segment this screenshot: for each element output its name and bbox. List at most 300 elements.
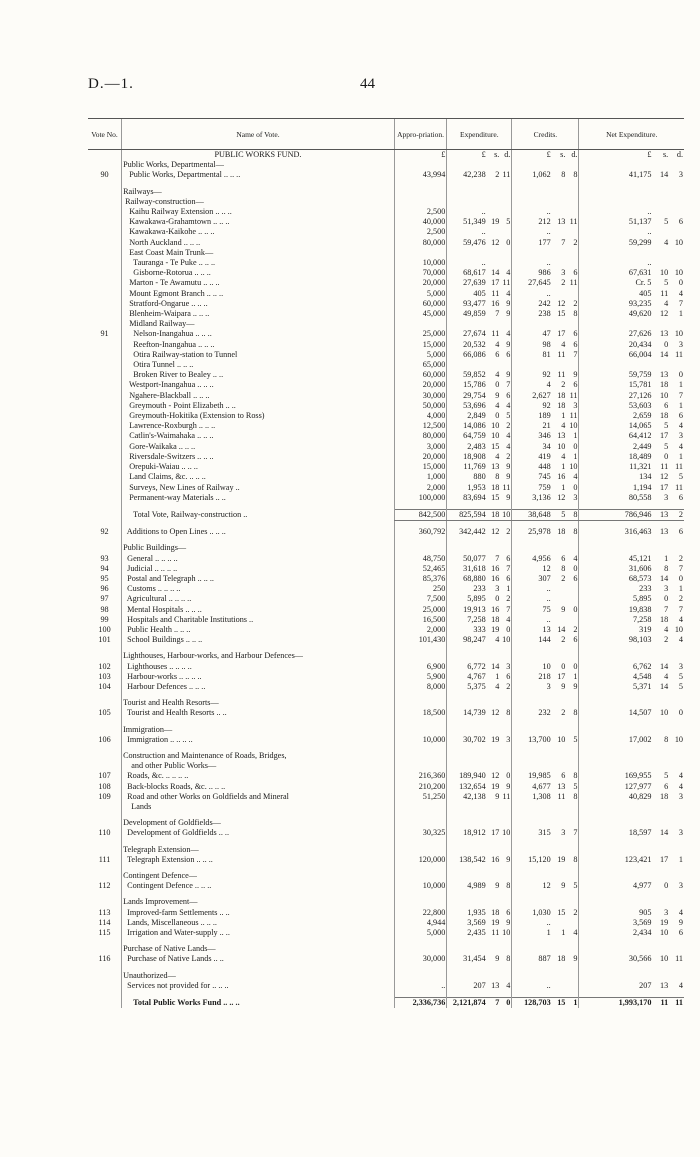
vote-name: Permanent-way Materials .. .. — [122, 493, 395, 503]
expenditure-pence: 4 — [500, 401, 512, 411]
credits-shillings: 14 — [557, 624, 566, 634]
net-pence: 4 — [678, 421, 683, 431]
vote-no — [88, 391, 122, 401]
credits-pounds: 34 — [542, 441, 551, 451]
expenditure-pence: 9 — [500, 370, 512, 380]
appropriation — [394, 802, 446, 812]
expenditure-pence — [500, 207, 512, 217]
net-pounds: 80,558 — [628, 492, 652, 502]
expenditure-pounds: 18,908 — [463, 451, 486, 461]
vote-no — [88, 350, 122, 360]
net-shillings: 17 — [660, 431, 669, 441]
vote-name: Road and other Works on Goldfields and Mineral — [122, 792, 395, 802]
net-pounds: 40,829 — [628, 791, 652, 801]
credits-pounds — [512, 751, 552, 761]
expenditure-pounds: 233 — [473, 584, 486, 594]
expenditure-shillings: 14 — [491, 661, 500, 671]
expenditure-pounds — [447, 845, 487, 855]
expenditure-pounds: 49,859 — [463, 309, 486, 319]
net-pounds: 7,258 — [632, 614, 652, 624]
net-shillings — [652, 197, 669, 207]
expenditure-shillings: 9 — [495, 390, 500, 400]
table-row — [88, 278, 684, 288]
table-row — [88, 828, 684, 838]
credits-shillings — [552, 981, 567, 991]
table-row — [88, 329, 684, 339]
expenditure-shillings: 16 — [491, 563, 500, 573]
expenditure-pounds — [447, 543, 487, 553]
expenditure-shillings — [487, 725, 501, 735]
table-row — [88, 725, 684, 735]
credits-pence — [566, 651, 579, 661]
net-pounds: 18,597 — [628, 828, 652, 838]
vote-name: Greymouth-Hokitika (Extension to Ross) — [122, 411, 395, 421]
credits-pounds: 128,703 — [512, 998, 552, 1009]
credits-shillings: 7 — [561, 237, 566, 247]
credits-shillings — [552, 871, 567, 881]
expenditure-shillings: 11 — [491, 928, 500, 938]
vote-no: 112 — [98, 881, 111, 891]
net-pounds: 59,759 — [628, 370, 652, 380]
appropriation: 40,000 — [394, 217, 446, 227]
appropriation: 80,000 — [394, 238, 446, 248]
vote-no — [88, 483, 122, 493]
appropriation: 2,500 — [394, 207, 446, 217]
net-shillings: 0 — [664, 881, 669, 891]
table-row — [88, 340, 684, 350]
net-shillings — [652, 802, 669, 812]
credits-shillings: 2 — [561, 635, 566, 645]
table-row — [88, 802, 684, 812]
expenditure-pounds: 2,121,874 — [447, 998, 487, 1009]
appropriation: 1,000 — [394, 472, 446, 482]
net-pence: 4 — [678, 781, 683, 791]
expenditure-shillings — [487, 944, 501, 954]
table-row — [88, 564, 684, 574]
expenditure-pounds: .. — [481, 258, 486, 268]
vote-name: Back-blocks Roads, &c. .. .. .. — [122, 782, 395, 792]
expenditure-pence — [500, 818, 512, 828]
appropriation: 7,500 — [394, 594, 446, 604]
appropriation — [394, 248, 446, 258]
vote-no: 104 — [98, 681, 111, 691]
credits-shillings: 2 — [561, 278, 566, 288]
expenditure-shillings: 3 — [495, 584, 500, 594]
col-header-appropriation: Appro-priation. — [394, 119, 446, 150]
net-shillings: 18 — [660, 614, 669, 624]
appropriation: 5,000 — [394, 350, 446, 360]
net-pence: 4 — [678, 614, 683, 624]
expenditure-shillings: 11 — [491, 329, 500, 339]
net-pounds — [579, 248, 652, 258]
expenditure-pence: 10 — [502, 509, 511, 519]
net-pence — [669, 248, 684, 258]
vote-name: Public Health .. .. .. — [122, 625, 395, 635]
credits-pence: 1 — [566, 431, 579, 441]
vote-no — [88, 493, 122, 503]
credits-pence: 6 — [566, 329, 579, 339]
net-pence: 1 — [678, 854, 683, 864]
expenditure-pounds: 4,989 — [467, 881, 486, 891]
net-pence — [669, 971, 684, 981]
credits-pence: 7 — [566, 828, 579, 838]
appropriation: 20,000 — [394, 380, 446, 390]
appropriation: 8,000 — [394, 682, 446, 692]
appropriation: 45,000 — [394, 309, 446, 319]
credits-shillings: 8 — [561, 170, 566, 180]
vote-no: 105 — [98, 708, 111, 718]
expenditure-shillings — [487, 227, 501, 237]
credits-pence — [566, 918, 579, 928]
net-shillings: 4 — [664, 671, 669, 681]
vote-name: Reefton-Inangahua .. .. .. — [122, 340, 395, 350]
credits-shillings: 6 — [561, 771, 566, 781]
appropriation: 216,360 — [394, 771, 446, 781]
appropriation: 3,000 — [394, 442, 446, 452]
credits-shillings: 13 — [557, 781, 566, 791]
expenditure-shillings: 19 — [491, 781, 500, 791]
vote-no: 113 — [98, 907, 111, 917]
vote-name: Lawrence-Roxburgh .. .. .. — [122, 421, 395, 431]
credits-pounds: 2,627 — [532, 390, 551, 400]
expenditure-shillings: s. — [494, 150, 500, 159]
credits-pence: 0 — [566, 483, 579, 493]
expenditure-pounds — [447, 187, 487, 197]
vote-name: School Buildings .. .. .. — [122, 635, 395, 645]
credits-pence — [566, 319, 579, 329]
expenditure-pounds — [447, 971, 487, 981]
net-pence: 3 — [678, 431, 683, 441]
vote-name: Surveys, New Lines of Railway .. — [122, 483, 395, 493]
vote-name: Otira Tunnel .. .. .. — [122, 360, 395, 370]
net-pounds: 319 — [639, 624, 652, 634]
credits-pounds — [512, 197, 552, 207]
expenditure-pence: 6 — [500, 908, 512, 918]
vote-name: Kawakawa-Grahamtown .. .. .. — [122, 217, 395, 227]
vote-name: Tourist and Health Resorts— — [122, 698, 395, 708]
expenditure-shillings: 0 — [495, 411, 500, 421]
expenditure-pence — [500, 543, 512, 553]
expenditure-pence: 4 — [500, 442, 512, 452]
expenditure-pounds: 342,442 — [459, 527, 486, 537]
vote-no — [88, 207, 122, 217]
expenditure-shillings: 10 — [491, 431, 500, 441]
credits-pounds: 745 — [538, 472, 551, 482]
expenditure-pence: 6 — [500, 672, 512, 682]
net-pounds — [579, 160, 652, 170]
vote-no — [88, 944, 122, 954]
net-shillings — [652, 543, 669, 553]
net-shillings — [652, 227, 669, 237]
vote-no: 107 — [98, 771, 111, 781]
expenditure-shillings: 4 — [495, 370, 500, 380]
credits-pence — [566, 871, 579, 881]
credits-pounds: 25,978 — [528, 527, 551, 537]
credits-shillings: 17 — [557, 329, 566, 339]
expenditure-pence: 2 — [500, 452, 512, 462]
appropriation: 2,336,736 — [394, 998, 446, 1009]
vote-no — [88, 897, 122, 907]
net-shillings: 6 — [664, 781, 669, 791]
appropriation: 5,000 — [394, 289, 446, 299]
net-pounds — [579, 802, 652, 812]
vote-name: Total Public Works Fund .. .. .. — [122, 998, 395, 1009]
expenditure-pence — [500, 258, 512, 268]
table-row — [88, 944, 684, 954]
credits-pounds: .. — [546, 288, 551, 298]
expenditure-pounds: 2,483 — [467, 441, 486, 451]
vote-no — [88, 845, 122, 855]
net-pounds: 59,299 — [628, 237, 652, 247]
net-shillings: 11 — [652, 998, 669, 1009]
vote-name: Lighthouses .. .. .. .. — [122, 662, 395, 672]
expenditure-shillings: 1 — [495, 671, 500, 681]
credits-pounds — [512, 761, 552, 771]
expenditure-pounds — [447, 802, 487, 812]
credits-pounds: 81 — [542, 349, 551, 359]
vote-no: 102 — [98, 661, 111, 671]
credits-shillings — [552, 360, 567, 370]
table-row — [88, 625, 684, 635]
expenditure-pence — [500, 187, 512, 197]
appropriation: 30,325 — [394, 828, 446, 838]
expenditure-shillings — [487, 543, 501, 553]
appropriation — [394, 818, 446, 828]
vote-name: Public Buildings— — [122, 543, 395, 553]
table-row — [88, 493, 684, 503]
table-row — [88, 472, 684, 482]
net-shillings — [652, 725, 669, 735]
credits-pence — [566, 360, 579, 370]
vote-name: Harbour Defences .. .. .. — [122, 682, 395, 692]
expenditure-pence: 9 — [500, 309, 512, 319]
credits-pence — [566, 971, 579, 981]
vote-no: 110 — [98, 828, 111, 838]
credits-pounds: .. — [546, 227, 551, 237]
expenditure-pence — [500, 845, 512, 855]
table-row — [88, 299, 684, 309]
vote-name: and other Public Works— — [122, 761, 395, 771]
vote-no — [88, 971, 122, 981]
credits-pence: 4 — [566, 554, 579, 564]
vote-no — [88, 698, 122, 708]
vote-no — [88, 268, 122, 278]
credits-shillings: 12 — [557, 492, 566, 502]
appropriation: 60,000 — [394, 299, 446, 309]
credits-pounds: 21 — [542, 421, 551, 431]
expenditure-pence: 9 — [500, 493, 512, 503]
credits-shillings: 1 — [561, 482, 566, 492]
credits-pounds: 98 — [542, 339, 551, 349]
expenditure-pounds: 68,617 — [463, 268, 486, 278]
vote-name: Otira Railway-station to Tunnel — [122, 350, 395, 360]
net-pounds: 5,895 — [632, 594, 652, 604]
credits-pounds — [512, 971, 552, 981]
net-shillings: 3 — [664, 492, 669, 502]
credits-pence — [566, 187, 579, 197]
credits-pence: 8 — [566, 792, 579, 802]
expenditure-pence: 0 — [500, 998, 512, 1009]
table-row — [88, 584, 684, 594]
net-shillings: 13 — [652, 509, 669, 520]
expenditure-shillings: 6 — [495, 349, 500, 359]
vote-no — [88, 509, 122, 520]
vote-no — [88, 431, 122, 441]
appropriation: 120,000 — [394, 855, 446, 865]
table-row — [88, 170, 684, 180]
net-pounds — [579, 818, 652, 828]
expenditure-shillings: 4 — [495, 400, 500, 410]
expenditure-pence: 4 — [500, 981, 512, 991]
table-row — [88, 574, 684, 584]
net-pence: 1 — [678, 400, 683, 410]
expenditure-pounds: 5,895 — [467, 594, 486, 604]
credits-pounds: 307 — [538, 573, 551, 583]
net-pence: 10 — [674, 624, 683, 634]
net-pounds: £ — [647, 150, 652, 159]
credits-shillings: 16 — [557, 472, 566, 482]
expenditure-pounds — [447, 944, 487, 954]
expenditure-shillings — [487, 971, 501, 981]
net-pounds — [579, 543, 652, 553]
net-pounds — [579, 897, 652, 907]
vote-no — [88, 411, 122, 421]
credits-pence — [566, 761, 579, 771]
vote-name: Lands, Miscellaneous .. .. .. — [122, 918, 395, 928]
vote-name: Immigration .. .. .. .. — [122, 735, 395, 745]
credits-pence — [566, 258, 579, 268]
expenditure-pounds: 29,754 — [463, 390, 486, 400]
vote-name: Tourist and Health Resorts .. .. — [122, 708, 395, 718]
appropriation: 15,000 — [394, 340, 446, 350]
net-shillings: 7 — [664, 604, 669, 614]
net-pence: 11 — [675, 462, 683, 472]
vote-name: Broken River to Bealey .. .. — [122, 370, 395, 380]
expenditure-pence: 2 — [500, 421, 512, 431]
expenditure-pence: d. — [500, 150, 512, 161]
vote-name: Catlin's-Waimahaka .. .. .. — [122, 431, 395, 441]
expenditure-shillings: 18 — [491, 482, 500, 492]
expenditure-pounds: 14,086 — [463, 421, 486, 431]
expenditure-pounds: 98,247 — [463, 635, 486, 645]
appropriation — [394, 319, 446, 329]
appropriation: 48,750 — [394, 554, 446, 564]
expenditure-pounds: 333 — [473, 624, 486, 634]
expenditure-shillings: 18 — [491, 614, 500, 624]
credits-shillings — [552, 594, 567, 604]
table-row — [88, 258, 684, 268]
vote-no — [88, 462, 122, 472]
appropriation: 51,250 — [394, 792, 446, 802]
vote-name: General .. .. .. .. — [122, 554, 395, 564]
expenditure-pence: 0 — [500, 771, 512, 781]
vote-no: 96 — [100, 584, 109, 594]
credits-shillings: 18 — [557, 954, 566, 964]
vote-name: Lands Improvement— — [122, 897, 395, 907]
net-pounds: 123,421 — [624, 854, 652, 864]
vote-name: Improved-farm Settlements .. .. — [122, 908, 395, 918]
table-row — [88, 248, 684, 258]
net-pence: 2 — [678, 553, 683, 563]
credits-pounds — [512, 360, 552, 370]
net-shillings: 10 — [660, 954, 669, 964]
vote-name: Nelson-Inangahua .. .. .. — [122, 329, 395, 339]
vote-no — [88, 370, 122, 380]
net-pounds — [579, 698, 652, 708]
credits-pounds — [512, 944, 552, 954]
expenditure-pence: 3 — [500, 662, 512, 672]
appropriation: 18,500 — [394, 708, 446, 718]
net-pounds — [579, 944, 652, 954]
table-row — [88, 845, 684, 855]
appropriation: 30,000 — [394, 391, 446, 401]
expenditure-shillings: 16 — [491, 298, 500, 308]
credits-pounds: 1 — [546, 928, 551, 938]
vote-no — [88, 319, 122, 329]
credits-shillings — [552, 258, 567, 268]
vote-no — [88, 818, 122, 828]
appropriation: 80,000 — [394, 431, 446, 441]
table-row — [88, 855, 684, 865]
credits-shillings: 3 — [561, 828, 566, 838]
table-row — [88, 150, 684, 161]
credits-pence: 8 — [566, 309, 579, 319]
credits-pounds: 13,700 — [528, 734, 551, 744]
net-pounds — [579, 187, 652, 197]
net-pence — [669, 751, 684, 761]
credits-pounds: 189 — [538, 411, 551, 421]
net-pounds: 64,412 — [628, 431, 652, 441]
expenditure-pounds: 20,532 — [463, 339, 486, 349]
net-pence: 6 — [678, 928, 683, 938]
expenditure-shillings — [487, 187, 501, 197]
expenditure-pounds — [447, 725, 487, 735]
appropriation — [394, 971, 446, 981]
net-shillings: 12 — [660, 472, 669, 482]
net-pence: 6 — [678, 492, 683, 502]
vote-table-body — [88, 150, 684, 1009]
net-shillings: 0 — [664, 451, 669, 461]
expenditure-shillings — [487, 319, 501, 329]
net-pence — [669, 187, 684, 197]
table-row — [88, 411, 684, 421]
vote-no — [88, 227, 122, 237]
credits-pence: 1 — [566, 998, 579, 1009]
appropriation: 2,500 — [394, 227, 446, 237]
net-shillings: s. — [662, 150, 669, 159]
vote-no: 90 — [100, 170, 109, 180]
expenditure-pence: 10 — [502, 828, 511, 838]
expenditure-shillings: 13 — [491, 462, 500, 472]
net-pounds: 93,235 — [628, 298, 652, 308]
vote-name: Gore-Waikaka .. .. .. — [122, 442, 395, 452]
credits-shillings — [552, 651, 567, 661]
credits-pounds — [512, 871, 552, 881]
net-shillings — [652, 160, 669, 170]
net-pence — [669, 698, 684, 708]
vote-name: East Coast Main Trunk— — [122, 248, 395, 258]
expenditure-pence — [500, 319, 512, 329]
vote-no — [88, 187, 122, 197]
expenditure-pence: 6 — [500, 350, 512, 360]
vote-name: Postal and Telegraph .. .. .. — [122, 574, 395, 584]
credits-pence: 7 — [566, 350, 579, 360]
net-shillings: 18 — [660, 411, 669, 421]
expenditure-pence: 0 — [500, 625, 512, 635]
expenditure-shillings: 2 — [495, 170, 500, 180]
net-shillings: 10 — [660, 928, 669, 938]
expenditure-shillings: 12 — [491, 708, 500, 718]
